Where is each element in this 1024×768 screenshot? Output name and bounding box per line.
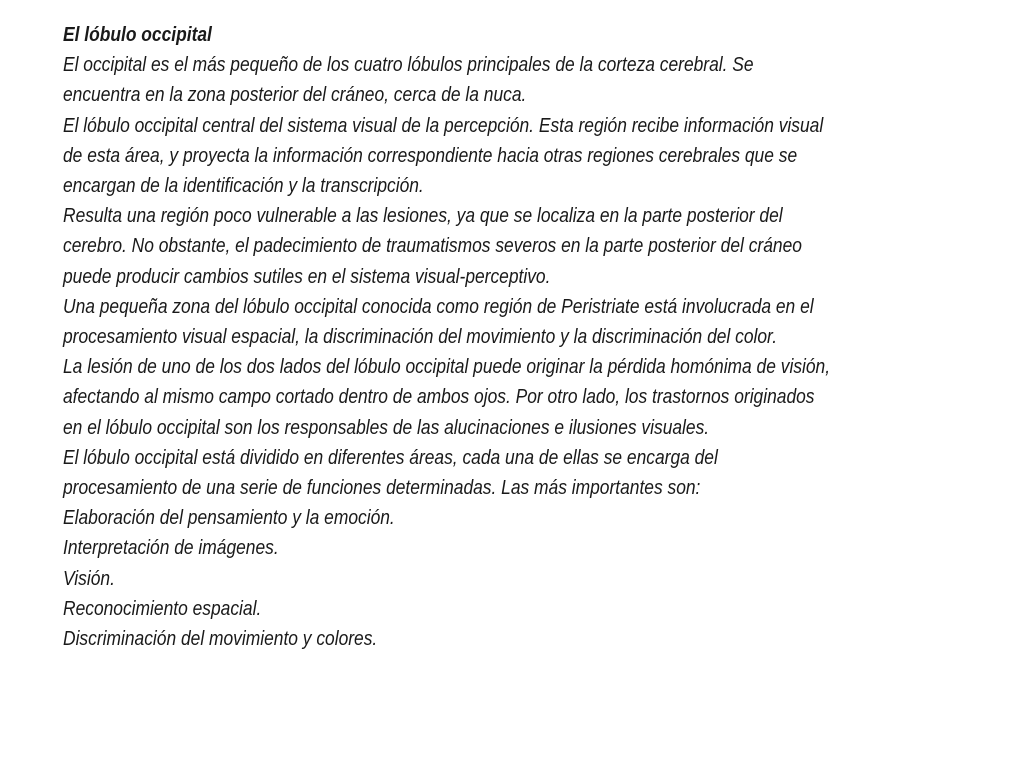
list-item: Elaboración del pensamiento y la emoción.	[63, 507, 395, 530]
text-line: El lóbulo occipital está dividido en diferentes áreas, cada una de ellas se encarga del	[63, 446, 718, 469]
text-line: cerebro. No obstante, el padecimiento de traumatismos severos en la parte posterior del cráneo	[63, 235, 802, 258]
text-line: La lesión de uno de los dos lados del lóbulo occipital puede originar la pérdida homónima de visión,	[63, 356, 831, 379]
list-item: Interpretación de imágenes.	[63, 537, 279, 560]
text-line: procesamiento de una serie de funciones determinadas. Las más importantes son:	[63, 477, 701, 500]
list-item: Reconocimiento espacial.	[63, 597, 262, 620]
document-title: El lóbulo occipital	[63, 24, 212, 46]
text-line: de esta área, y proyecta la información correspondiente hacia otras regiones cerebrales que se	[63, 144, 798, 167]
text-line: puede producir cambios sutiles en el sistema visual-perceptivo.	[63, 265, 551, 288]
text-line: procesamiento visual espacial, la discriminación del movimiento y la discriminación del color.	[63, 326, 778, 349]
document-body	[63, 20, 1011, 654]
text-line: encuentra en la zona posterior del cráneo, cerca de la nuca.	[63, 84, 527, 107]
list-item: Discriminación del movimiento y colores.	[63, 628, 378, 651]
text-line: El lóbulo occipital central del sistema visual de la percepción. Esta región recibe información visual	[63, 114, 824, 137]
text-line: El occipital es el más pequeño de los cuatro lóbulos principales de la corteza cerebral. Se	[63, 54, 754, 77]
list-item: Visión.	[63, 567, 115, 590]
text-line: Resulta una región poco vulnerable a las lesiones, ya que se localiza en la parte posterior del	[63, 205, 783, 228]
text-line: encargan de la identificación y la transcripción.	[63, 175, 424, 198]
text-line: Una pequeña zona del lóbulo occipital conocida como región de Peristriate está involucrada en el	[63, 295, 814, 318]
text-line: en el lóbulo occipital son los responsables de las alucinaciones e ilusiones visuales.	[63, 416, 710, 439]
text-line: afectando al mismo campo cortado dentro de ambos ojos. Por otro lado, los trastornos originados	[63, 386, 815, 409]
